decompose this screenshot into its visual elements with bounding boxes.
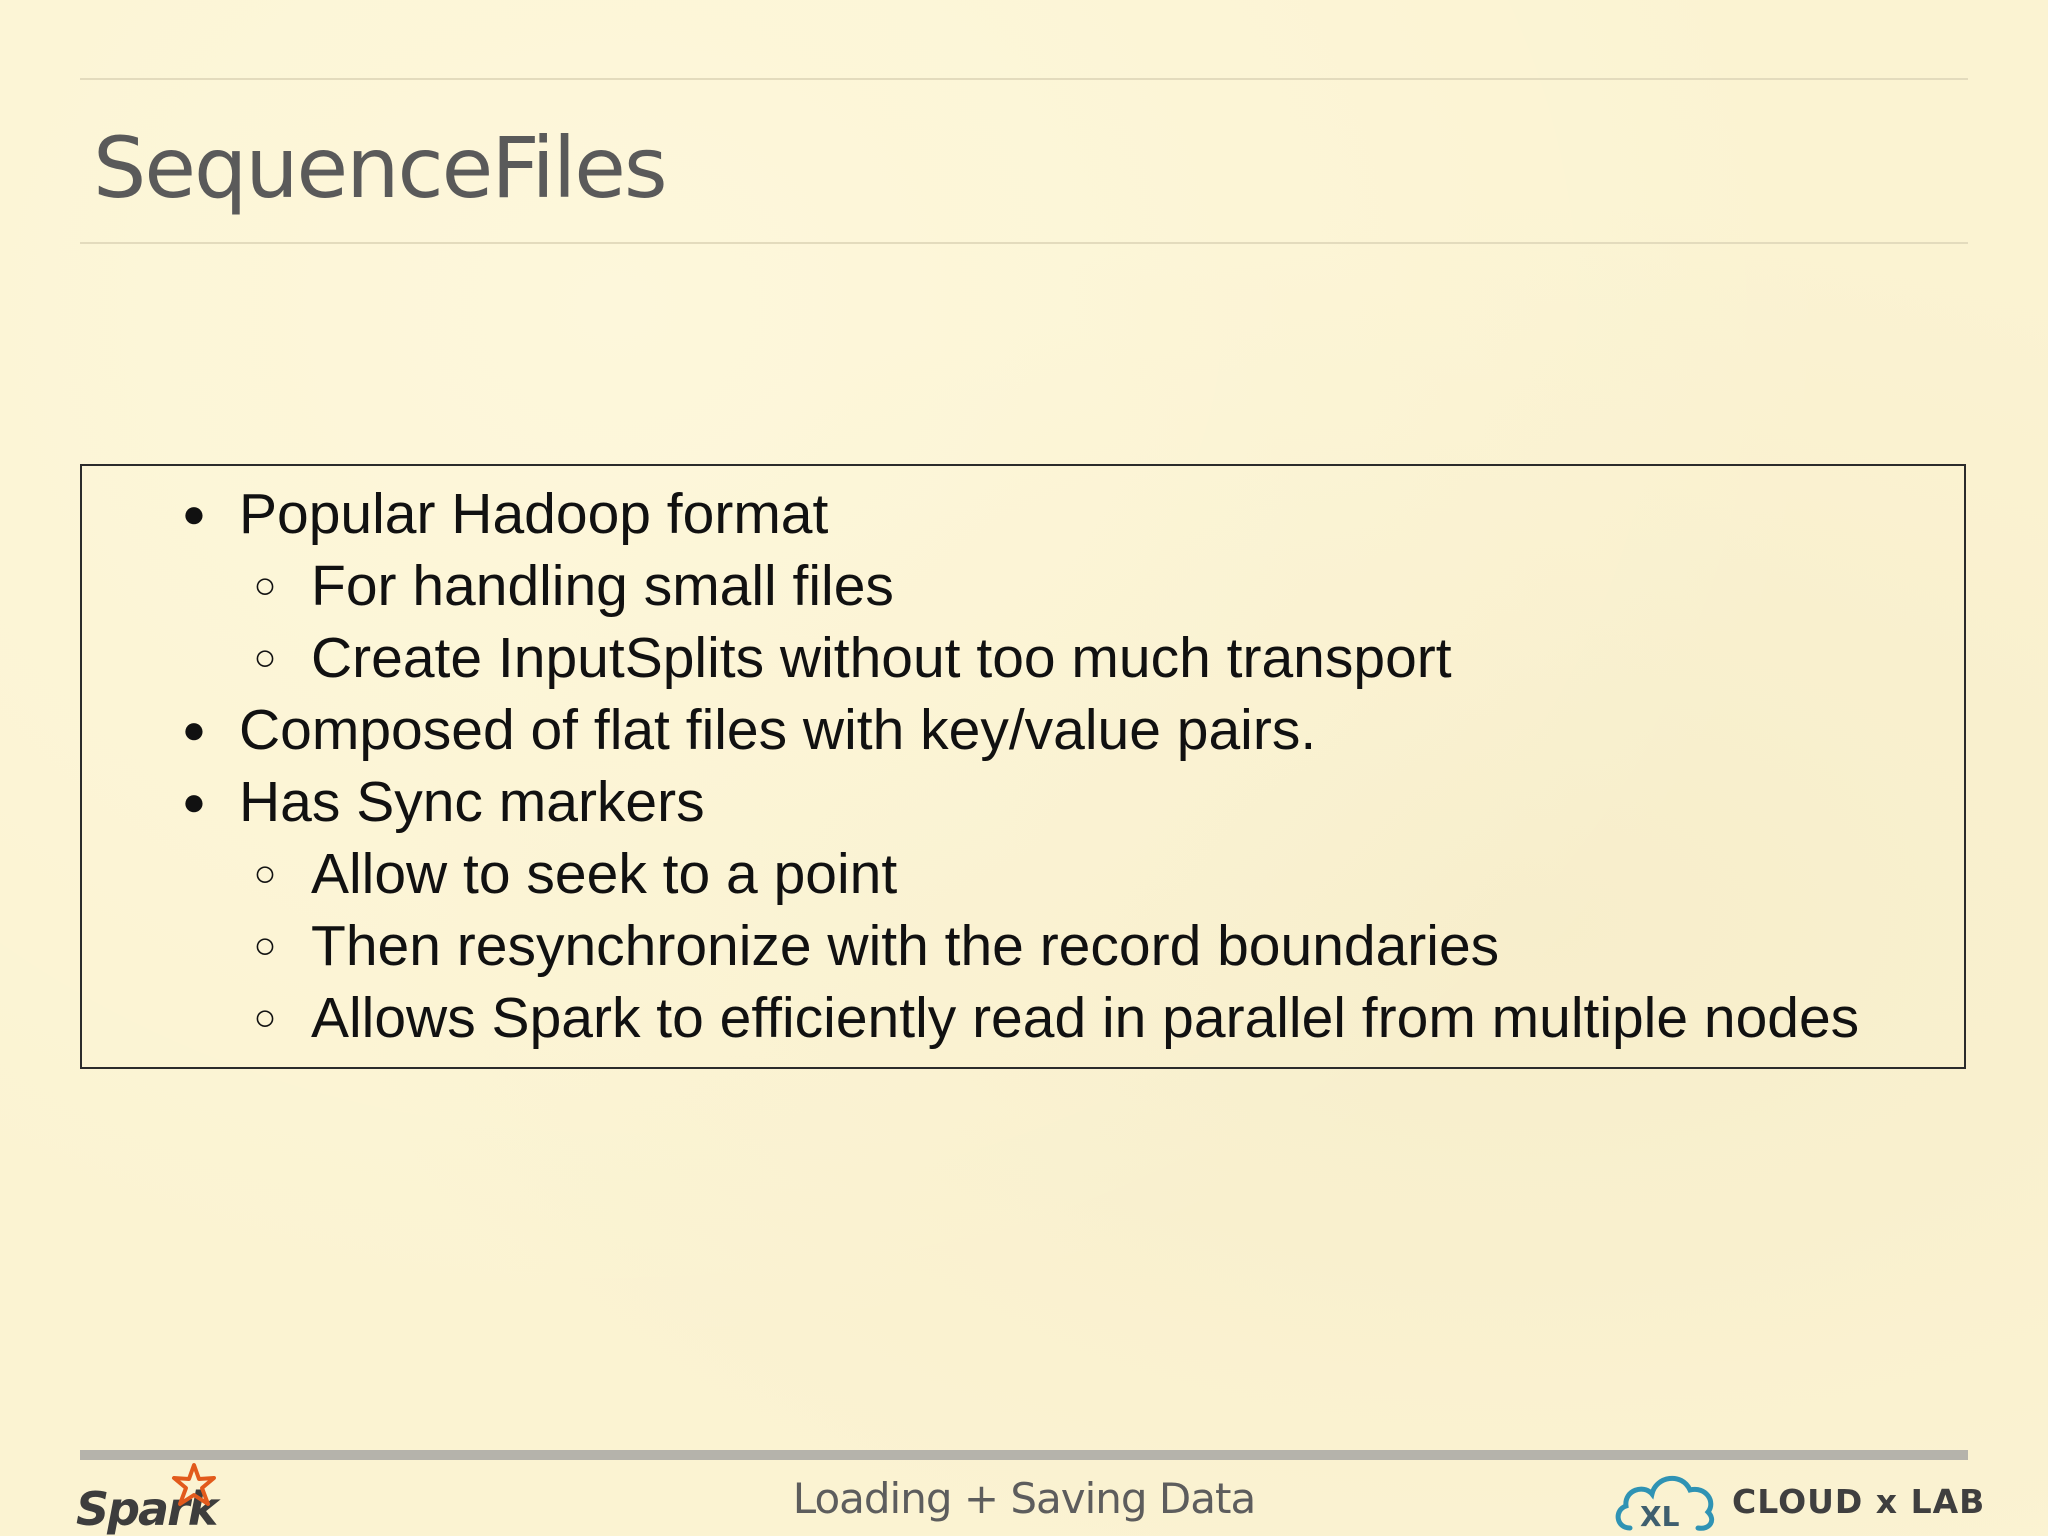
sub-bullet-text: Allow to seek to a point (311, 842, 898, 906)
filled-bullet-icon: ● (181, 492, 207, 536)
filled-bullet-icon: ● (181, 780, 207, 824)
hollow-bullet-icon: ○ (253, 637, 277, 679)
hollow-bullet-icon: ○ (253, 565, 277, 607)
sub-bullet-text: Then resynchronize with the record boundaries (311, 914, 1500, 978)
content-box (80, 464, 1966, 1069)
cloudxlab-logo-text: CLOUD x LAB (1732, 1482, 1986, 1521)
footer-rule (80, 1450, 1968, 1460)
footer-title: Loading + Saving Data (792, 1474, 1256, 1523)
hollow-bullet-icon: ○ (253, 853, 277, 895)
sub-bullet-text: Allows Spark to efficiently read in parallel from multiple nodes (311, 986, 1860, 1050)
bullet-text: Popular Hadoop format (239, 482, 829, 546)
slide-title: SequenceFiles (93, 119, 666, 217)
hollow-bullet-icon: ○ (253, 925, 277, 967)
hollow-bullet-icon: ○ (253, 997, 277, 1039)
sub-bullet-text: Create InputSplits without too much transport (311, 626, 1452, 690)
filled-bullet-icon: ● (181, 708, 207, 752)
top-rule (80, 78, 1968, 80)
title-rule (80, 242, 1968, 244)
sub-bullet-text: For handling small files (311, 554, 894, 618)
cloud-icon (1610, 1468, 1720, 1534)
bullet-text: Composed of flat files with key/value pairs. (239, 698, 1317, 762)
svg-text:XL: XL (1640, 1500, 1680, 1533)
cloudxlab-logo (1610, 1468, 1986, 1536)
bullet-text: Has Sync markers (239, 770, 705, 834)
spark-logo-text: Spark (76, 1482, 217, 1536)
